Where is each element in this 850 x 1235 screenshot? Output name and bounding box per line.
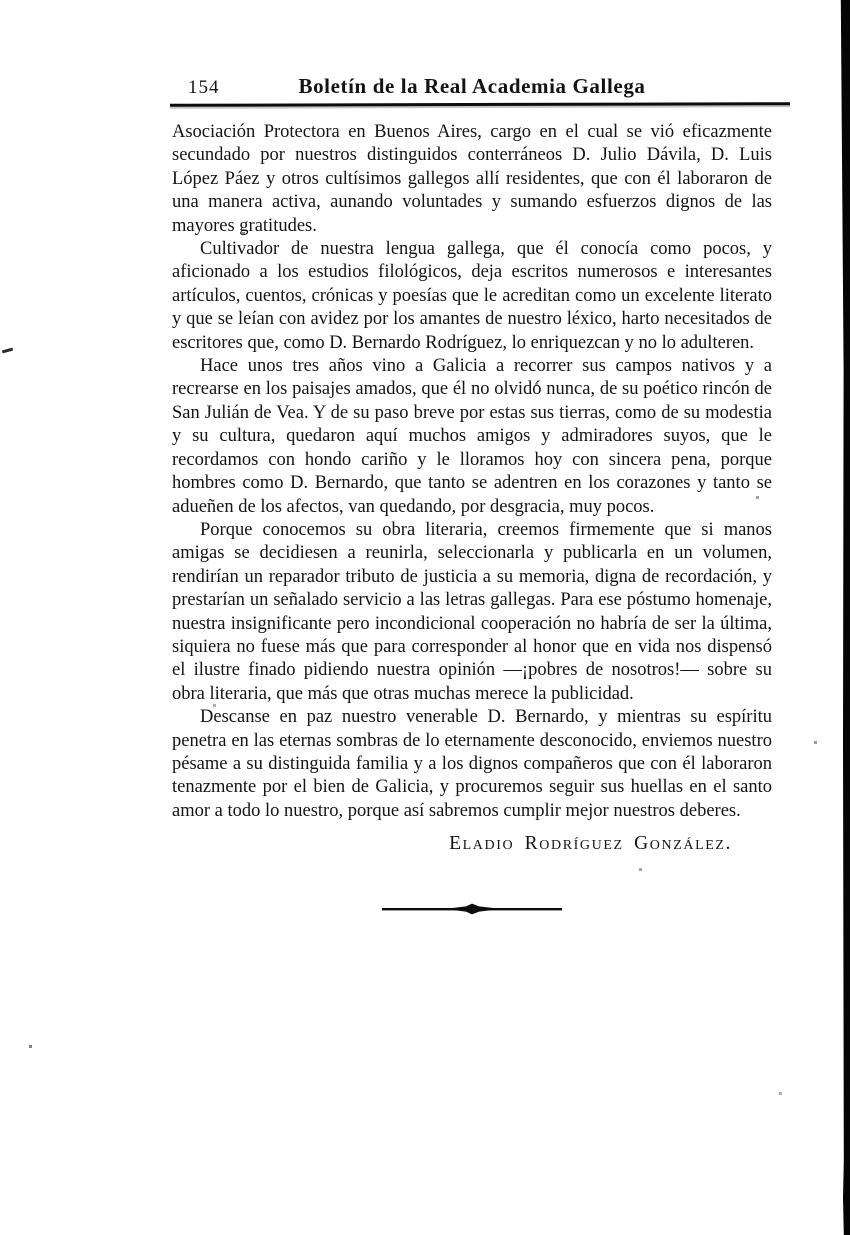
pencil-mark: [2, 348, 13, 354]
swelled-rule-icon: [382, 902, 562, 916]
paragraph: Hace unos tres años vino a Galicia a recorrer sus campos nativos y a recrearse en los paisajes amados, que él no olvidó nunca, de su poético rincón de San Julián de Vea. Y de su paso breve por estas sus tierras, como de su modestia y su cultura, quedaron aquí muchos amigos y admiradores suyos, que le recordamos con hondo cariño y le lloramos hoy con sincera pena, porque hombres como D. Bernardo, que tanto se adentren en los corazones y tanto se adueñen de los afectos, van quedando, por desgracia, muy pocos.: [172, 356, 772, 517]
divider-ornament: [382, 902, 562, 916]
header-title: Boletín de la Real Academia Gallega: [298, 73, 646, 99]
scan-specks: [0, 0, 1, 1]
paragraph: Asociación Protectora en Buenos Aires, cargo en el cual se vió eficazmente secundado por nuestros distinguidos conterráneos D. Julio Dávila, D. Luis López Páez y otros cultísimos gallegos allí residentes, que con él laboraron de una manera activa, aunando voluntades y sumando esfuerzos dignos de las mayores gratitudes.: [172, 122, 772, 236]
paragraph: Descanse en paz nuestro venerable D. Bernardo, y mientras su espíritu penetra en las eternas sombras de lo eternamente desconocido, enviemos nuestro pésame a su distinguida familia y a los dignos compañeros que con él laboraron tenazmente por el bien de Galicia, y procuremos seguir sus huellas en el santo amor a todo lo nuestro, porque así sabremos cumplir mejor nuestros deberes.: [172, 707, 772, 821]
page-header: [172, 74, 772, 100]
header-rule: [170, 102, 790, 107]
page-number: 154: [188, 77, 220, 98]
scan-edge-artifact: [840, 0, 850, 1235]
signature: Eladio Rodríguez González.: [449, 833, 732, 855]
paragraph: Cultivador de nuestra lengua gallega, que él conocía como pocos, y aficionado a los estudios filológicos, deja escritos numerosos e interesantes artículos, cuentos, crónicas y poesías que le acreditan como un excelente literato y que se leían con avidez por los amantes de nuestro léxico, harto necesitados de escritores que, como D. Bernardo Rodríguez, lo enriquezcan y no lo adulteren.: [172, 239, 772, 353]
paragraph: Porque conocemos su obra literaria, creemos firmemente que si manos amigas se decidiesen a reunirla, seleccionarla y publicarla en un volumen, rendirían un reparador tributo de justicia a su memoria, digna de recordación, y prestarían un señalado servicio a las letras gallegas. Para ese póstumo homenaje, nuestra insignificante pero incondicional cooperación no habría de ser la última, siquiera no fuese más que para corresponder al honor que en vida nos dispensó el ilustre finado pidiendo nuestra opinión —¡pobres de nosotros!— sobre su obra literaria, que más que otras muchas merece la publicidad.: [172, 519, 772, 704]
article-body: [172, 121, 772, 916]
